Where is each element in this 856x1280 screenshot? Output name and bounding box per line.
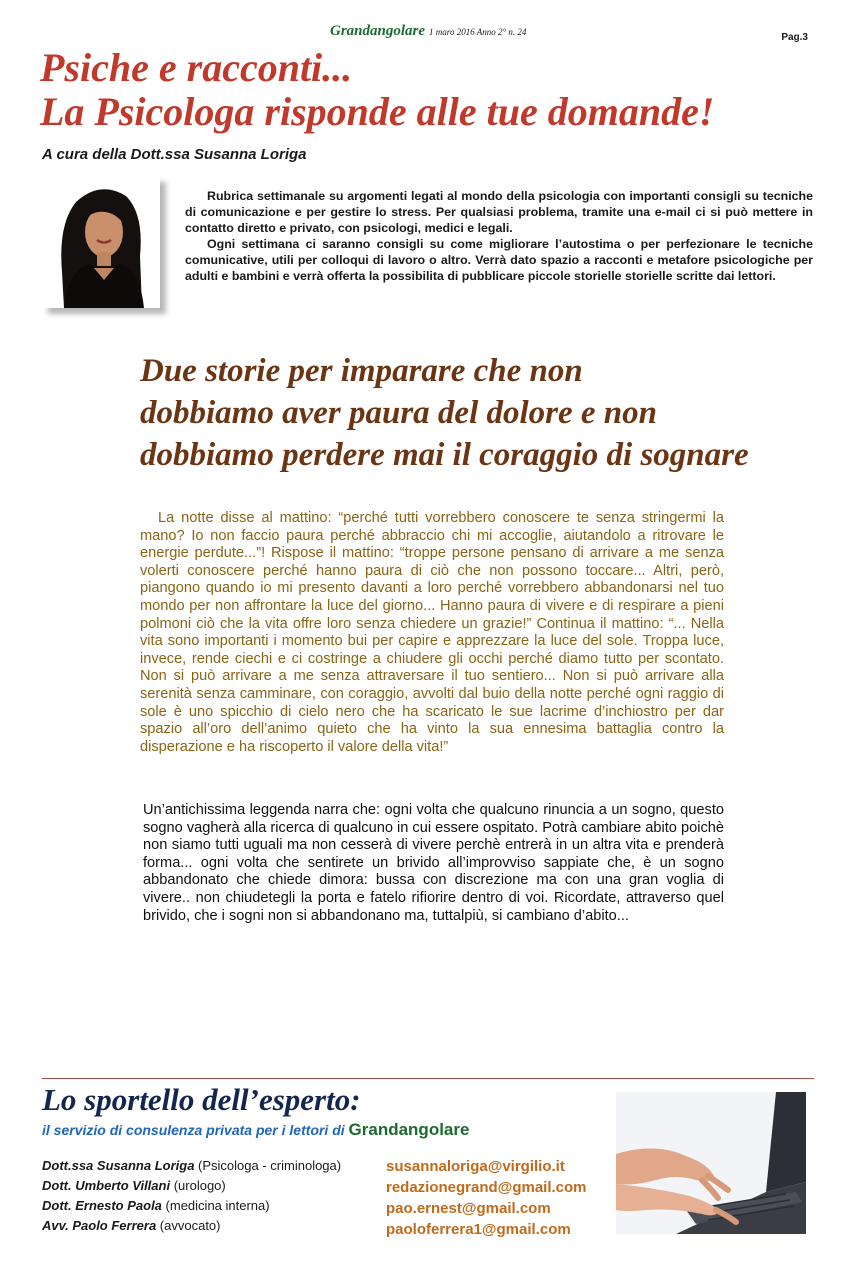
- email-list: [386, 1156, 587, 1240]
- article-headline-line: Due storie per imparare che non: [140, 353, 583, 389]
- page-title-line-2: La Psicologa risponde alle tue domande!: [40, 89, 715, 134]
- expert-role: (medicina interna): [165, 1198, 270, 1213]
- expert-role: (avvocato): [159, 1218, 221, 1233]
- intro-paragraph: Rubrica settimanale su argomenti legati al mondo della psicologia con importanti consigli su tecniche di comunicazione e per gestire lo stress. Per qualsiasi problema, tramite una e-mail ci si può mettere in contatto diretto e privato, con psicologi, medici e legali.: [185, 189, 813, 235]
- expert-email-link[interactable]: pao.ernest@gmail.com: [386, 1200, 551, 1217]
- expert-role: (Psicologa - criminologa): [198, 1158, 342, 1173]
- expert-row: [42, 1176, 341, 1196]
- laptop-typing-image: [616, 1092, 806, 1234]
- expert-email-link[interactable]: paoloferrera1@gmail.com: [386, 1221, 571, 1238]
- laptop-icon: [616, 1092, 806, 1234]
- page-title-line-1: Psiche e racconti...: [40, 45, 353, 90]
- story-one-paragraph: La notte disse al mattino: “perché tutti vorrebbero conoscere te senza stringermi la mano? Io non faccio paura perché abbraccio chi mi accoglie, aiutandolo a ritrovare le energie perdute...”! Rispose il mattino: “troppe persone pensano di arrivare a me senza volerti conoscere perché hanno paura di ciò che non possono toccare... Altri, però, piangono quando io mi presento davanti a loro perché vorrebbero abbandonarsi nel tuo mondo per non affrontare la luce del giorno... Hanno paura di vivere e di respirare a pieni polmoni ciò che la vita offre loro senza chiedere un grazie!” Continua il mattino: “... Nella vita sono importanti i momento bui per capire e apprezzare la luce del sole. Troppa luce, invece, rende ciechi e ci costringe a chiudere gli occhi perché diamo tutto per scontato. Non si può arrivare a me senza attraversare il tuo sentiero... Non si può arrivare alla serenità senza camminare, con coraggio, avvolti dal buio della notte perché ogni raggio di sole è uno spicchio di cielo nero che ha scaricato le sue lacrime d’inchiostro per dar spazio all’oro dell’animo quieto che ha vinto la sua ennesima battaglia contro la disperazione e ha riscoperto il valore della vita!”: [140, 510, 724, 755]
- expert-row: [42, 1196, 341, 1216]
- sportello-title: Lo sportello dell’esperto:: [42, 1082, 361, 1117]
- expert-name: Avv. Paolo Ferrera: [42, 1218, 157, 1233]
- expert-row: [42, 1216, 341, 1236]
- masthead-brand: Grandangolare: [330, 23, 426, 39]
- expert-list: [42, 1156, 341, 1236]
- author-byline: A cura della Dott.ssa Susanna Loriga: [42, 146, 307, 163]
- article-headline-line: dobbiamo perdere mai il coraggio di sognare: [140, 437, 749, 473]
- masthead: [330, 22, 590, 40]
- sportello-brand: Grandangolare: [348, 1120, 470, 1139]
- story-two: [143, 802, 724, 925]
- intro-paragraph: Ogni settimana ci saranno consigli su come migliorare l’autostima o per perfezionare le tecniche comunicative, utili per colloqui di lavoro o altro. Verrà dato spazio a racconti e metafore psicologiche per adulti e bambini e verrà offerta la possibilita di pubblicare piccole storielle storielle scritte dai lettori.: [185, 237, 813, 283]
- sportello-subtitle: [42, 1120, 469, 1140]
- expert-role: (urologo): [173, 1178, 226, 1193]
- expert-name: Dott.ssa Susanna Loriga: [42, 1158, 195, 1173]
- page-number: Pag.3: [781, 32, 808, 43]
- masthead-issue: 1 maro 2016 Anno 2° n. 24: [429, 27, 527, 37]
- expert-row: [42, 1156, 341, 1176]
- author-photo-portrait: [42, 176, 160, 308]
- article-headline: [140, 350, 840, 476]
- expert-name: Dott. Ernesto Paola: [42, 1198, 162, 1213]
- intro-text: [185, 188, 813, 284]
- sportello-subtitle-text: il servizio di consulenza privata per i lettori di: [42, 1122, 345, 1138]
- expert-email-link[interactable]: susannaloriga@virgilio.it: [386, 1158, 565, 1175]
- author-photo: [42, 176, 160, 308]
- article-headline-line: dobbiamo aver paura del dolore e non: [140, 395, 657, 431]
- expert-name: Dott. Umberto Villani: [42, 1178, 171, 1193]
- section-divider: [42, 1078, 814, 1079]
- expert-email-link[interactable]: redazionegrand@gmail.com: [386, 1179, 587, 1196]
- page-title: [40, 46, 714, 134]
- story-one: [140, 510, 724, 756]
- story-two-paragraph: Un’antichissima leggenda narra che: ogni volta che qualcuno rinuncia a un sogno, questo sogno vagherà alla ricerca di qualcuno in cui essere ospitato. Potrà cambiare abito poichè non siamo tutti uguali ma non cesserà di vivere perchè entrerà in un altra vita e prenderà forma... ogni volta che sentirete un brivido all’improvviso sappiate che, è un sogno abbandonato che chiede dimora: bussa con discrezione ma con una gran voglia di vivere.. non chiudetegli la porta e fatelo rifiorire dentro di voi. Ricordate, attraverso quel brivido, che i sogni non si abbandonano ma, tuttalpiù, si cambiano d’abito...: [143, 802, 724, 924]
